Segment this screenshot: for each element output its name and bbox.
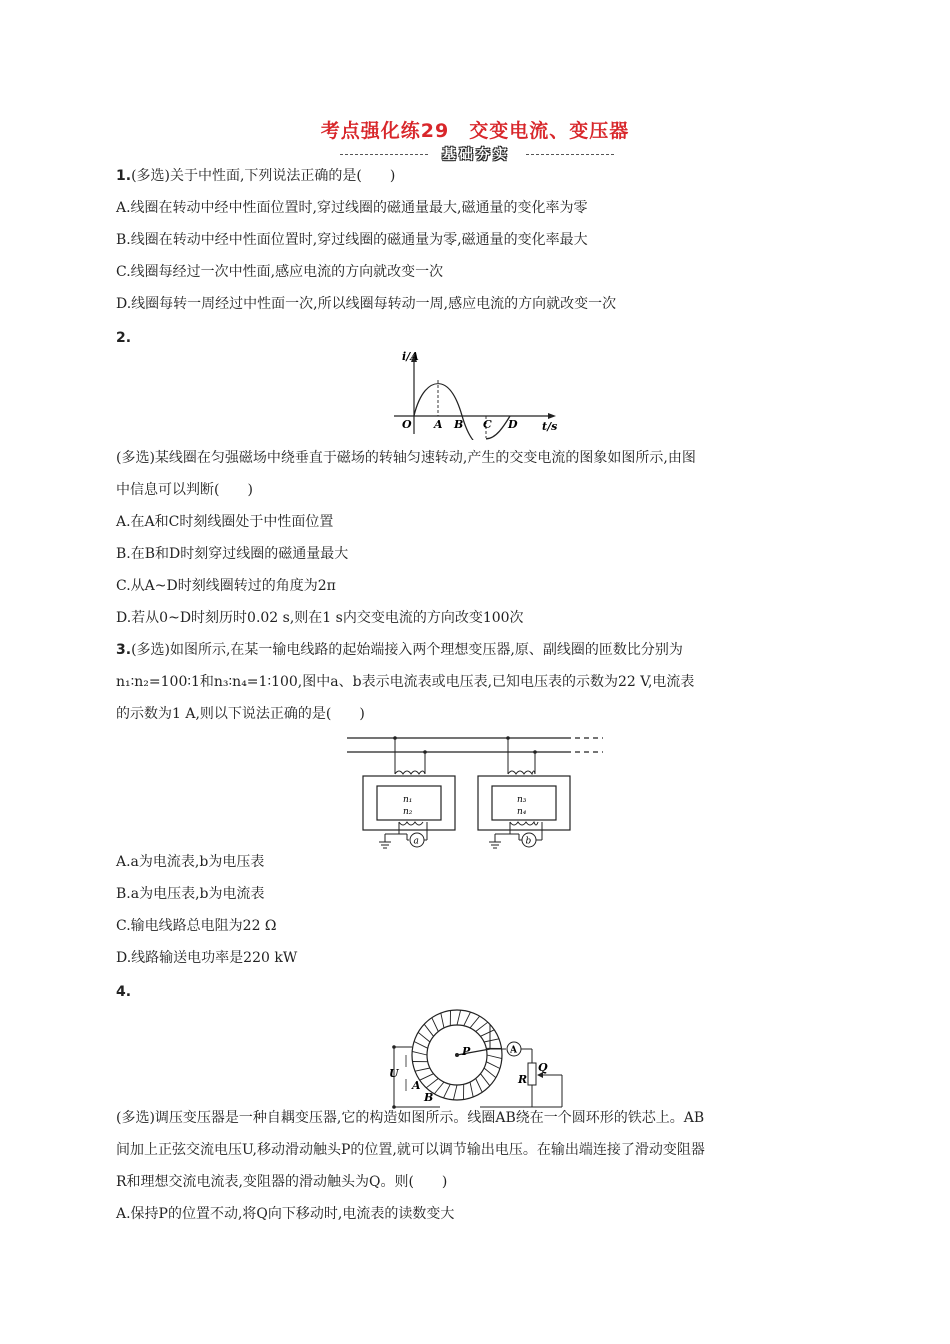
q2-option-c: C.从A~D时刻线圈转过的角度为2π [116,578,336,594]
q4-winding-turn [470,1016,480,1028]
q4-label-p: P [462,1045,471,1058]
q2-point-b: B [454,418,464,431]
q4-winding-turn [414,1042,428,1049]
q3-option-c: C.输电线路总电阻为22 Ω [116,918,277,934]
q3-stem-line-3: 的示数为1 A,则以下说法正确的是( ) [116,706,365,722]
q4-winding-turn [424,1024,433,1036]
q3-label-n2: n₂ [403,807,413,817]
q2-number: 2. [116,330,132,346]
q4-stem-line-1: (多选)调压变压器是一种自耦变压器,它的构造如图所示。线圈AB绕在一个圆环形的铁芯上。AB [116,1110,705,1126]
q3-transformer-1 [363,738,455,848]
q3-option-a: A.a为电流表,b为电压表 [116,854,265,870]
q4-winding-turn [453,1085,457,1100]
q3-meter-a-label: a [413,836,419,847]
q2-option-a: A.在A和C时刻线圈处于中性面位置 [116,514,334,530]
q2-origin-label: O [402,418,412,431]
q1-stem: (多选)关于中性面,下列说法正确的是( ) [131,168,396,184]
q4-winding-turn [486,1062,500,1069]
q4-winding-turn [484,1068,496,1078]
q4-winding-turn [418,1032,430,1042]
q3-meter-b-label: b [525,836,532,847]
q4-winding-turn [444,1084,451,1098]
q4-number-row [116,982,131,1002]
q4-winding-turn [426,1079,438,1088]
banner-label: 基础夯实 [442,147,510,163]
q1-option-d: D.线圈每转一周经过中性面一次,所以线圈每转动一周,感应电流的方向就改变一次 [116,296,617,312]
q4-winding-turn [457,1010,461,1025]
q4-winding-turn [441,1013,444,1028]
q3-label-n1: n₁ [403,795,413,805]
q2-point-d: D [508,418,518,431]
q3-transformer-diagram [345,730,605,850]
q4-stem-line-3: R和理想交流电流表,变阻器的滑动触头为Q。则( ) [116,1174,448,1190]
q4-winding-turn [481,1030,495,1037]
q2-point-c: C [483,418,492,431]
q3-stem-line-1: (多选)如图所示,在某一输电线路的起始端接入两个理想变压器,原、副线圈的匝数比分别为 [131,642,683,658]
q4-winding-turn [487,1055,502,1059]
q2-stem-line-2: 中信息可以判断( ) [116,482,253,498]
q2-y-label: i/A [402,350,419,363]
q4-stem-line-2: 间加上正弦交流电压U,移动滑动触头P的位置,就可以调节输出电压。在输出端连接了滑动变阻器 [116,1142,705,1158]
q4-label-b: B [424,1091,434,1104]
q2-t-axis-arrow [548,413,556,419]
q4-autotransformer-diagram [380,1005,580,1115]
q2-option-d: D.若从0~D时刻历时0.02 s,则在1 s内交变电流的方向改变100次 [116,610,524,626]
q2-x-label: t/s [542,420,558,433]
q3-number: 3. [116,642,132,658]
q3-option-b: B.a为电压表,b为电流表 [116,886,265,902]
q4-winding-turn [434,1082,444,1094]
q4-label-r: R [518,1073,528,1086]
q4-number: 4. [116,984,132,1000]
q4-rheostat [528,1063,536,1085]
q2-number-row [116,328,131,348]
q1-stem-row [116,166,395,186]
q1-option-a: A.线圈在转动中经中性面位置时,穿过线圈的磁通量最大,磁通量的变化率为零 [116,200,588,216]
q4-winding-turn [470,1082,473,1097]
banner-divider-right [526,154,614,155]
banner-divider-left [340,154,428,155]
q1-option-b: B.线圈在转动中经中性面位置时,穿过线圈的磁通量为零,磁通量的变化率最大 [116,232,588,248]
q4-ammeter-label: A [510,1045,517,1056]
q2-stem-line-1: (多选)某线圈在匀强磁场中绕垂直于磁场的转轴匀速转动,产生的交变电流的图象如图所示,由图 [116,450,696,466]
q4-winding-turn [415,1068,430,1071]
q4-winding-turn [412,1051,427,1055]
q3-transformer-2 [478,738,570,848]
q1-option-c: C.线圈每经过一次中性面,感应电流的方向就改变一次 [116,264,444,280]
q4-label-q: Q [538,1061,548,1074]
q2-sine-wave [414,384,486,440]
q4-option-a: A.保持P的位置不动,将Q向下移动时,电流表的读数变大 [116,1206,455,1222]
q3-label-n4: n₄ [517,807,527,817]
q2-current-graph [390,350,560,440]
section-banner [340,144,612,166]
q4-label-a: A [412,1079,421,1092]
page-title: 考点强化练29 交变电流、变压器 [320,120,630,142]
q3-stem-line-2: n₁∶n₂=100∶1和n₃∶n₄=1∶100,图中a、b表示电流表或电压表,已知电压表的示数为22 V,电流表 [116,674,695,690]
q2-option-b: B.在B和D时刻穿过线圈的磁通量最大 [116,546,349,562]
q4-label-u: U [389,1067,399,1080]
q1-number: 1. [116,168,132,184]
q2-point-a: A [434,418,443,431]
q4-winding-turn [484,1039,499,1042]
q4-winding-turn [432,1018,439,1032]
q3-label-n3: n₃ [517,795,527,805]
q4-winding-turn [420,1074,434,1081]
q4-winding-turn [481,1074,490,1086]
q3-stem-row-1 [116,640,683,660]
q3-option-d: D.线路输送电功率是220 kW [116,950,298,966]
q4-winding-turn [476,1079,483,1093]
